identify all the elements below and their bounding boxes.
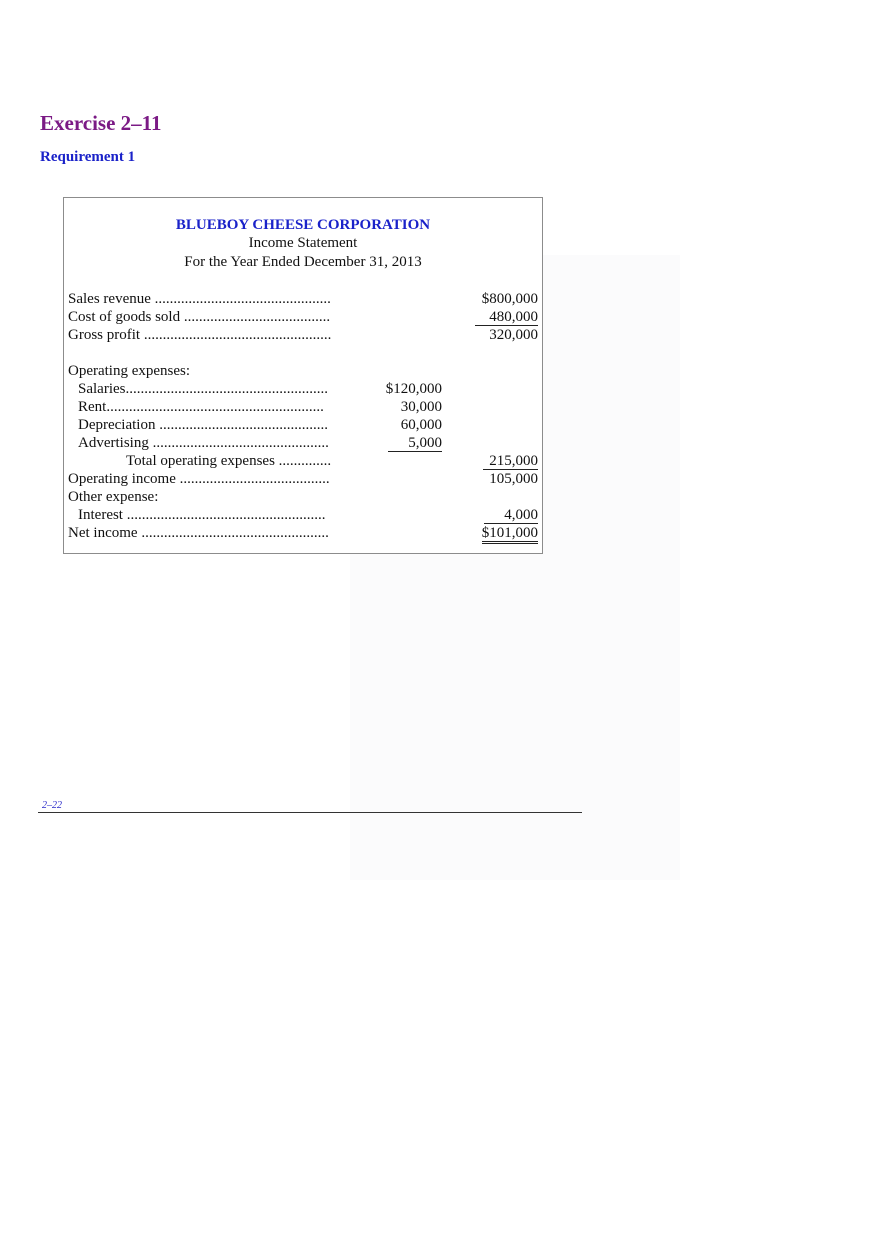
row-depreciation xyxy=(64,416,542,434)
statement-name: Income Statement xyxy=(248,235,358,251)
row-label: Interest ..................................................... xyxy=(78,507,326,523)
row-label: Salaries...................................................... xyxy=(78,381,328,397)
row-label: Depreciation ............................................. xyxy=(78,417,328,433)
amount: $101,000 xyxy=(482,524,538,544)
row-label: Operating expenses: xyxy=(68,363,191,379)
amount: 5,000 xyxy=(388,434,442,452)
row-gross-profit xyxy=(64,326,542,344)
row-other-expense-heading xyxy=(64,488,542,506)
row-salaries xyxy=(64,380,542,398)
row-operating-expenses-heading xyxy=(64,362,542,380)
row-label: Total operating expenses .............. xyxy=(126,453,332,469)
row-sales-revenue xyxy=(64,290,542,308)
row-label: Other expense: xyxy=(68,489,159,505)
row-operating-income xyxy=(64,470,542,488)
amount: 60,000 xyxy=(400,417,442,433)
row-label: Operating income ........................................ xyxy=(68,471,330,487)
row-label: Net income .................................................. xyxy=(68,525,329,541)
row-label: Gross profit .................................................. xyxy=(68,327,332,343)
amount: 215,000 xyxy=(483,452,538,470)
row-cost-of-goods-sold xyxy=(64,308,542,326)
row-net-income xyxy=(64,524,542,542)
row-interest xyxy=(64,506,542,524)
row-label: Rent.......................................................... xyxy=(78,399,324,415)
exercise-title: Exercise 2–11 xyxy=(40,111,162,135)
income-statement-box xyxy=(63,197,543,554)
amount: 105,000 xyxy=(489,471,538,487)
footer-rule xyxy=(38,812,582,813)
row-total-operating-expenses xyxy=(64,452,542,470)
amount: 480,000 xyxy=(475,308,538,326)
row-advertising xyxy=(64,434,542,452)
amount: $120,000 xyxy=(385,381,442,397)
amount: 4,000 xyxy=(484,506,538,524)
row-label: Sales revenue ............................................... xyxy=(68,291,331,307)
row-label: Advertising ............................................... xyxy=(78,435,329,451)
requirement-heading: Requirement 1 xyxy=(40,149,136,165)
amount: 30,000 xyxy=(400,399,442,415)
statement-period: For the Year Ended December 31, 2013 xyxy=(184,254,422,270)
company-name: BLUEBOY CHEESE CORPORATION xyxy=(175,217,431,233)
page-number: 2–22 xyxy=(42,800,62,811)
amount: 320,000 xyxy=(489,327,538,343)
amount: $800,000 xyxy=(481,291,538,307)
row-rent xyxy=(64,398,542,416)
row-label: Cost of goods sold ....................................... xyxy=(68,309,331,325)
